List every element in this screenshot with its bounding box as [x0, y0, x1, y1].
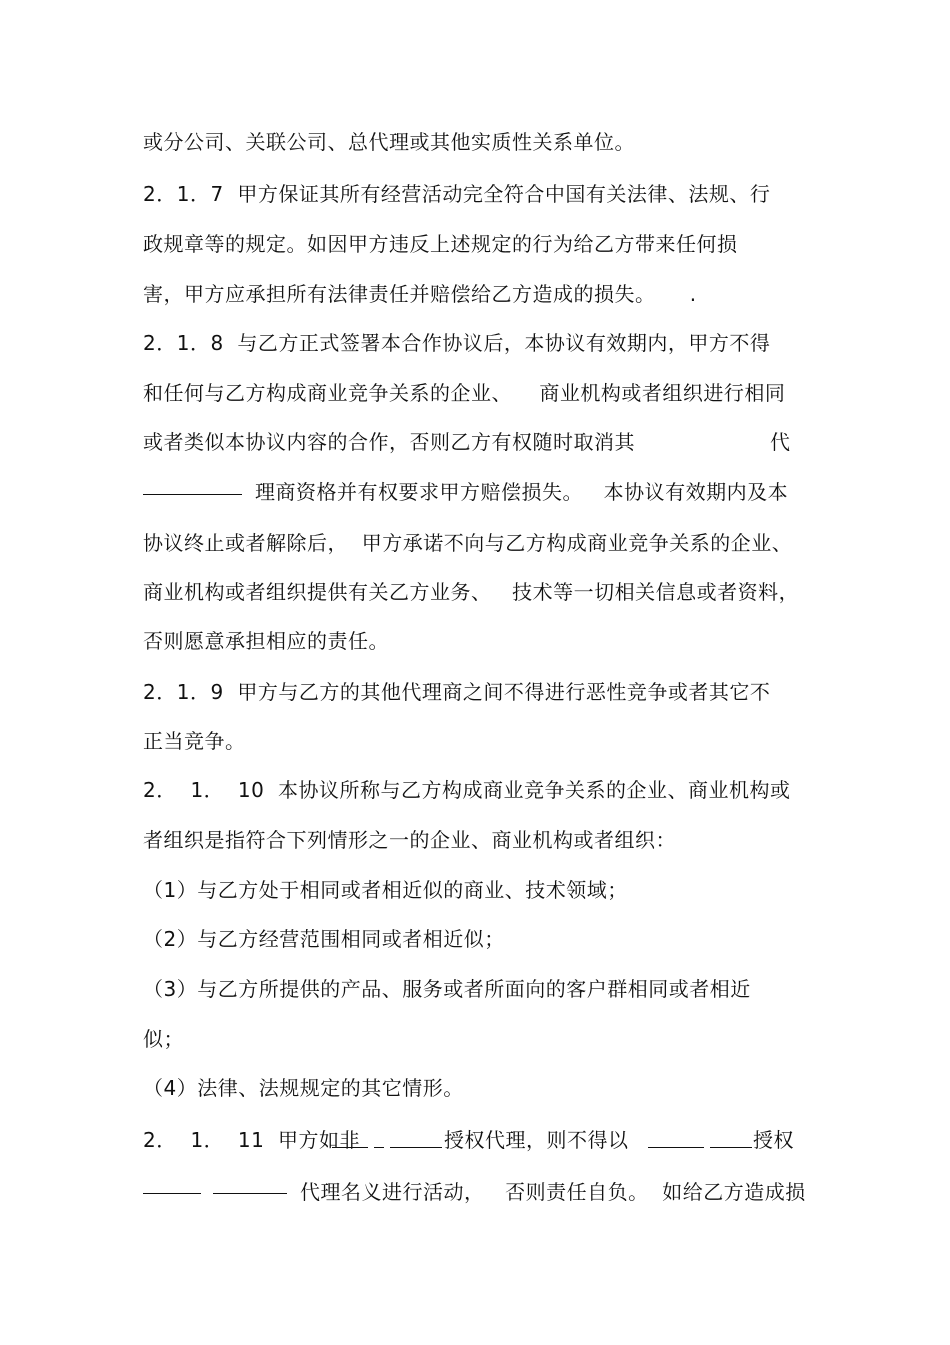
list-item: （3）与乙方所提供的产品、服务或者所面向的客户群相同或者相近 [143, 977, 751, 1001]
text-line: 代 [770, 430, 791, 454]
fill-in-blank [710, 1147, 752, 1148]
text-line: 政规章等的规定。如因甲方违反上述规定的行为给乙方带来任何损 [143, 232, 738, 256]
clause-2-1-7: 2．1．7 甲方保证其所有经营活动完全符合中国有关法律、法规、行 [143, 182, 771, 206]
list-item: （2）与乙方经营范围相同或者相近似； [143, 927, 505, 951]
text-line: 理商资格并有权要求甲方赔偿损失。 本协议有效期内及本 [255, 480, 789, 504]
text-line: 者组织是指符合下列情形之一的企业、商业机构或者组织： [143, 828, 676, 852]
fill-in-blank [143, 494, 242, 495]
text-line: 授权 [753, 1128, 794, 1152]
text-line: 正当竞争。 [143, 729, 246, 753]
text-line: 商业机构或者组织提供有关乙方业务、 技术等一切相关信息或者资料， [143, 580, 800, 604]
clause-2-1-10: 2． 1． 10 本协议所称与乙方构成商业竞争关系的企业、商业机构或 [143, 778, 791, 802]
fill-in-blank [390, 1147, 442, 1148]
text-line: 代理名义进行活动， 否则责任自负。 如给乙方造成损 [300, 1180, 806, 1204]
fill-in-blank [374, 1147, 384, 1148]
text-line: 或者类似本协议内容的合作，否则乙方有权随时取消其 [143, 430, 635, 454]
fill-in-blank [332, 1147, 368, 1148]
text-line: 似； [143, 1027, 184, 1051]
list-item: （1）与乙方处于相同或者相近似的商业、技术领域； [143, 878, 628, 902]
clause-2-1-11-prefix: 2． 1． 11 甲方如非 [143, 1128, 361, 1152]
fill-in-blank [143, 1193, 201, 1194]
fill-in-blank [648, 1147, 704, 1148]
text-line: 或分公司、关联公司、总代理或其他实质性关系单位。 [143, 130, 635, 154]
clause-2-1-9: 2．1．9 甲方与乙方的其他代理商之间不得进行恶性竞争或者其它不 [143, 680, 771, 704]
text-line: 授权代理，则不得以 [444, 1128, 629, 1152]
text-line: 害，甲方应承担所有法律责任并赔偿给乙方造成的损失。 . [143, 282, 697, 306]
clause-2-1-8: 2．1．8 与乙方正式签署本合作协议后，本协议有效期内，甲方不得 [143, 331, 771, 355]
list-item: （4）法律、法规规定的其它情形。 [143, 1076, 464, 1100]
text-line: 否则愿意承担相应的责任。 [143, 629, 389, 653]
fill-in-blank [213, 1193, 287, 1194]
text-line: 协议终止或者解除后， 甲方承诺不向与乙方构成商业竞争关系的企业、 [143, 531, 793, 555]
text-line: 和任何与乙方构成商业竞争关系的企业、 商业机构或者组织进行相同 [143, 381, 786, 405]
